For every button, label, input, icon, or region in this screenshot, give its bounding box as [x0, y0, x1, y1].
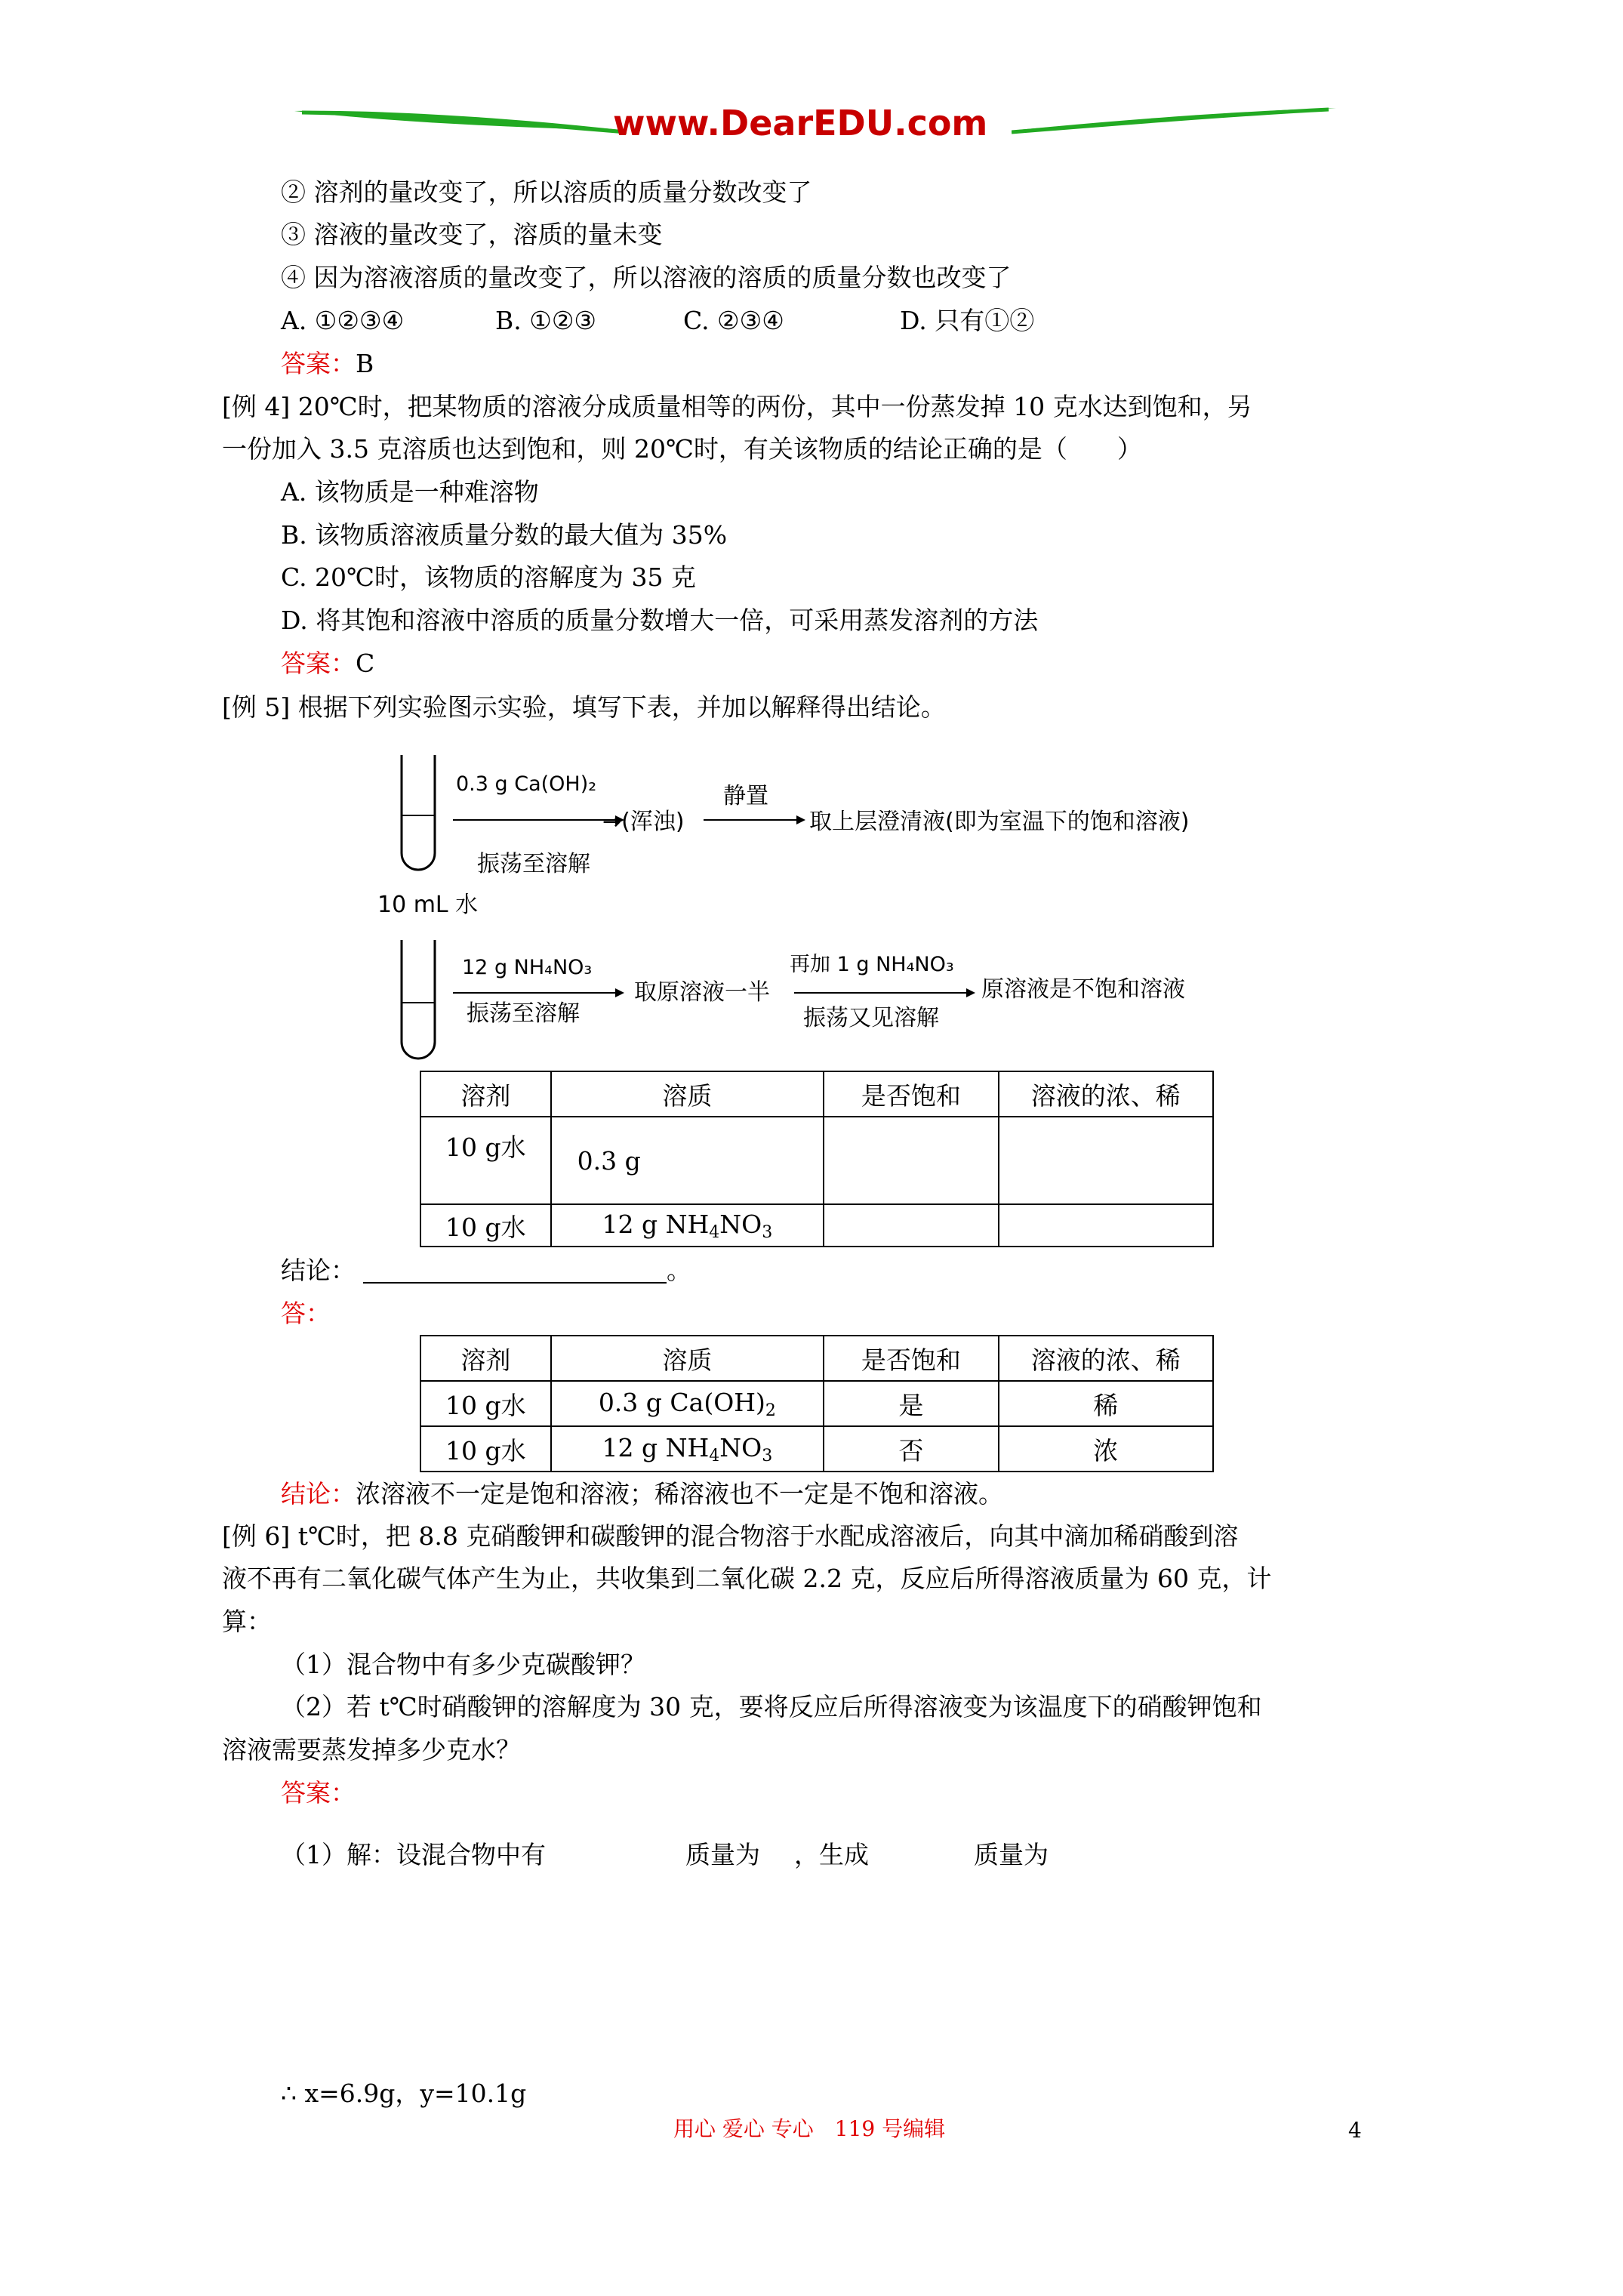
example-4-option-d: D. 将其饱和溶液中溶质的质量分数增大一倍，可采用蒸发溶剂的方法	[281, 606, 1039, 635]
option-c: C. ②③④	[683, 306, 784, 335]
table-cell: 10 g水	[420, 1381, 551, 1426]
answer-label: 答案：	[281, 349, 356, 378]
formula-subscript: 3	[762, 1446, 773, 1465]
example-6-line-2: 液不再有二氧化碳气体产生为止，共收集到二氧化碳 2.2 克，反应后所得溶液质量为 60 克，计	[222, 1564, 1272, 1593]
statement-4: ④ 因为溶液溶质的量改变了，所以溶液的溶质的质量分数也改变了	[281, 263, 1012, 292]
top-result-label: 取上层澄清液(即为室温下的饱和溶液)	[809, 809, 1190, 835]
solution-part-c: ，生成	[794, 1840, 869, 1869]
table-cell-empty	[824, 1117, 998, 1204]
example-4-option-b: B. 该物质溶液质量分数的最大值为 35%	[281, 520, 728, 550]
conclusion-5	[281, 1479, 1003, 1509]
example-6-question-2-line-2: 溶液需要蒸发掉多少克水？	[222, 1735, 521, 1764]
green-swoosh-right	[1012, 102, 1336, 140]
table-cell: 10 g水	[420, 1117, 551, 1204]
statement-2: ② 溶剂的量改变了，所以溶质的质量分数改变了	[281, 177, 812, 207]
answer-label: 答案：	[281, 649, 356, 678]
bottom-half-label: 取原溶液一半	[634, 979, 770, 1006]
solution-result: ∴ x=6.9g，y=10.1g	[281, 2079, 527, 2108]
table-cell-empty	[999, 1204, 1213, 1247]
formula-subscript: 4	[709, 1446, 720, 1465]
example-4-line-1: [例 4] 20℃时，把某物质的溶液分成质量相等的两份，其中一份蒸发掉 10 克水达到饱和，另	[222, 392, 1252, 421]
option-b: B. ①②③	[495, 306, 596, 335]
table-header: 溶液的浓、稀	[999, 1336, 1213, 1381]
formula-subscript: 2	[765, 1401, 776, 1420]
formula-subscript: 3	[762, 1222, 773, 1242]
formula-part: 12 g NH	[602, 1432, 710, 1462]
page-number: 4	[1348, 2118, 1362, 2143]
table-header: 是否饱和	[824, 1071, 998, 1117]
example-6-answer-label: 答案：	[281, 1778, 356, 1808]
table-header: 溶剂	[420, 1336, 551, 1381]
table-header: 溶剂	[420, 1071, 551, 1117]
top-reagent-label: 0.3 g Ca(OH)₂	[456, 772, 597, 796]
solution-part-d: 质量为	[974, 1840, 1049, 1869]
conclusion-tail: 。	[667, 1256, 691, 1285]
experiment-table-answer	[420, 1335, 1214, 1472]
table-cell	[551, 1426, 824, 1472]
answer-value: C	[356, 649, 375, 678]
table-cell	[551, 1204, 824, 1247]
table-cell: 10 g水	[420, 1204, 551, 1247]
water-label: 10 mL 水	[377, 892, 479, 918]
example-5-line: [例 5] 根据下列实验图示实验，填写下表，并加以解释得出结论。	[222, 692, 946, 722]
table-header: 溶质	[551, 1336, 824, 1381]
option-d: D. 只有①②	[900, 306, 1035, 335]
example-6-question-1: （1）混合物中有多少克碳酸钾？	[281, 1650, 645, 1679]
table-header: 溶液的浓、稀	[999, 1071, 1213, 1117]
table-header: 是否饱和	[824, 1336, 998, 1381]
site-logo-text: www.DearEDU.com	[613, 103, 988, 143]
top-settle-label: 静置	[723, 783, 768, 809]
green-swoosh-left	[294, 102, 627, 140]
bottom-result-label: 原溶液是不饱和溶液	[981, 976, 1185, 1003]
fill-blank-line	[363, 1261, 667, 1284]
conclusion-label: 结论：	[281, 1256, 356, 1285]
bottom-shake-again-label: 振荡又见溶解	[803, 1005, 939, 1031]
table-cell-empty	[824, 1204, 998, 1247]
bottom-reagent-label: 12 g NH₄NO₃	[462, 956, 593, 979]
footer-text: 用心 爱心 专心 119 号编辑	[673, 2116, 946, 2141]
table-cell: 10 g水	[420, 1426, 551, 1472]
example-6-line-3: 算：	[222, 1607, 272, 1636]
example-4-option-c: C. 20℃时，该物质的溶解度为 35 克	[281, 562, 696, 592]
answer-5-label: 答：	[281, 1299, 331, 1328]
table-cell-empty	[999, 1117, 1213, 1204]
table-cell: 是	[824, 1381, 998, 1426]
answer-value: B	[356, 349, 374, 378]
top-turbid-label: →(浑浊)	[602, 809, 685, 835]
option-a: A. ①②③④	[281, 306, 405, 335]
table-header: 溶质	[551, 1071, 824, 1117]
top-shake-label: 振荡至溶解	[477, 851, 590, 877]
table-cell: 0.3 g	[551, 1117, 824, 1204]
table-cell: 否	[824, 1426, 998, 1472]
solution-part-b: 质量为	[685, 1840, 760, 1869]
answer-3	[281, 351, 374, 376]
bottom-add-label: 再加 1 g NH₄NO₃	[790, 953, 954, 976]
example-4-option-a: A. 该物质是一种难溶物	[281, 477, 539, 507]
formula-part: NO	[719, 1432, 762, 1462]
formula-part: NO	[719, 1209, 762, 1239]
table-cell: 浓	[999, 1426, 1213, 1472]
example-4-line-2: 一份加入 3.5 克溶质也达到饱和，则 20℃时，有关该物质的结论正确的是（ ）	[222, 434, 1142, 464]
conclusion-text: 浓溶液不一定是饱和溶液；稀溶液也不一定是不饱和溶液。	[356, 1479, 1003, 1509]
formula-part: 0.3 g Ca(OH)	[598, 1387, 765, 1417]
statement-3: ③ 溶液的量改变了，溶质的量未变	[281, 220, 663, 249]
table-cell	[551, 1381, 824, 1426]
example-6-question-2-line-1: （2）若 t℃时硝酸钾的溶解度为 30 克，要将反应后所得溶液变为该温度下的硝酸钾饱和	[281, 1692, 1262, 1721]
conclusion-blank	[281, 1258, 691, 1284]
formula-subscript: 4	[709, 1222, 720, 1242]
answer-4	[281, 651, 374, 676]
example-6-line-1: [例 6] t℃时，把 8.8 克硝酸钾和碳酸钾的混合物溶于水配成溶液后，向其中滴加稀硝酸到溶	[222, 1521, 1239, 1551]
solution-part-a: （1）解：设混合物中有	[281, 1840, 546, 1869]
experiment-table-blank	[420, 1071, 1214, 1247]
bottom-shake-label: 振荡至溶解	[467, 1000, 580, 1027]
conclusion-label: 结论：	[281, 1479, 356, 1509]
table-cell: 稀	[999, 1381, 1213, 1426]
formula-part: 12 g NH	[602, 1209, 710, 1239]
